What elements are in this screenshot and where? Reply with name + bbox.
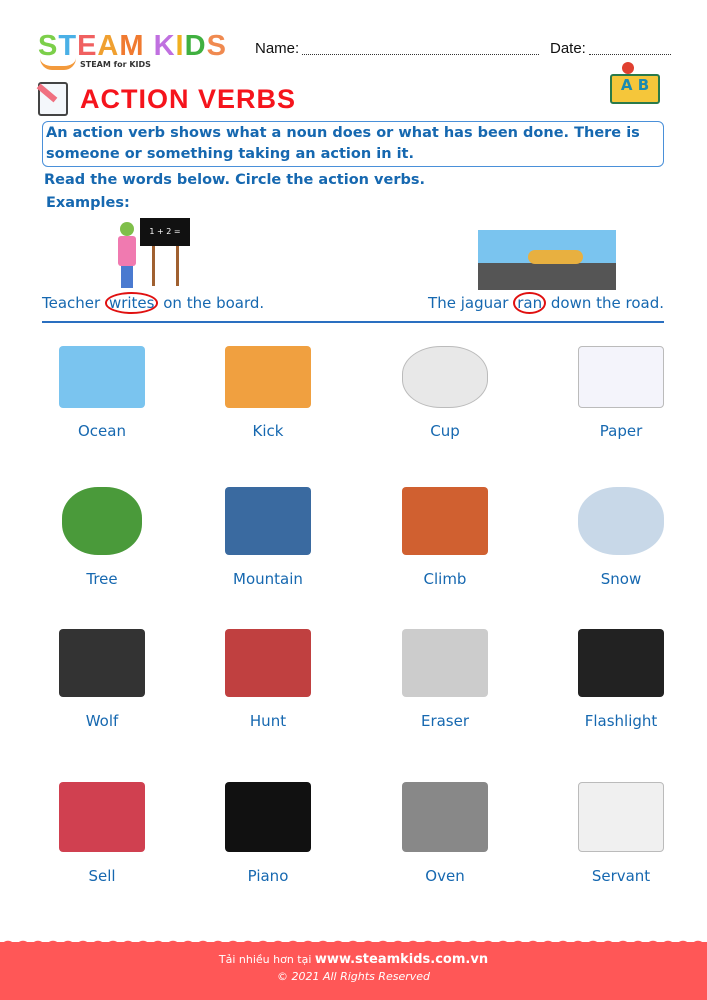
flashlight-image — [573, 620, 669, 706]
word-label[interactable]: Oven — [425, 867, 465, 885]
word-label[interactable]: Paper — [599, 422, 643, 440]
word-item-wolf[interactable] — [14, 620, 190, 730]
snow-image — [573, 478, 669, 564]
word-label[interactable]: Sell — [88, 867, 116, 885]
word-item-kick[interactable] — [180, 338, 356, 440]
servant-image — [573, 773, 669, 861]
word-label[interactable]: Kick — [252, 422, 284, 440]
word-label[interactable]: Climb — [423, 570, 467, 588]
example-sentence-1 — [42, 294, 264, 312]
word-item-cup[interactable] — [357, 338, 533, 440]
word-label[interactable]: Snow — [600, 570, 642, 588]
circled-verb: writes — [105, 292, 159, 314]
name-field[interactable] — [302, 54, 539, 55]
examples-label: Examples: — [46, 195, 130, 211]
footer-download — [0, 952, 707, 967]
sentence-text: The jaguar — [428, 294, 514, 312]
sell-image — [54, 773, 150, 861]
instruction: Read the words below. Circle the action verbs. — [44, 172, 426, 188]
tree-image — [54, 478, 150, 564]
word-label[interactable]: Eraser — [420, 712, 470, 730]
word-item-tree[interactable] — [14, 478, 190, 588]
cup-image — [397, 338, 493, 416]
oven-image — [397, 773, 493, 861]
paper-image — [573, 338, 669, 416]
kick-image — [220, 338, 316, 416]
pencil-paper-icon — [38, 82, 68, 116]
word-label[interactable]: Servant — [591, 867, 651, 885]
word-item-piano[interactable] — [180, 773, 356, 885]
word-item-hunt[interactable] — [180, 620, 356, 730]
sentence-text: on the board. — [158, 294, 265, 312]
hunt-image — [220, 620, 316, 706]
word-item-climb[interactable] — [357, 478, 533, 588]
word-label[interactable]: Cup — [430, 422, 460, 440]
footer-url[interactable]: www.steamkids.com.vn — [314, 952, 489, 967]
word-item-ocean[interactable] — [14, 338, 190, 440]
word-label[interactable]: Wolf — [85, 712, 119, 730]
footer-prefix: Tải nhiều hơn tại — [218, 953, 315, 966]
word-item-servant[interactable] — [533, 773, 707, 885]
jaguar-running-image — [478, 230, 616, 290]
name-label: Name: — [255, 40, 300, 57]
wolf-image — [54, 620, 150, 706]
word-item-mountain[interactable] — [180, 478, 356, 588]
word-label[interactable]: Mountain — [233, 570, 303, 588]
date-label: Date: — [550, 40, 586, 57]
teacher-writing-image — [112, 218, 192, 290]
footer-copyright: © 2021 All Rights Reserved — [276, 970, 430, 983]
page-title: ACTION VERBS — [80, 84, 297, 114]
footer — [0, 942, 707, 1000]
word-item-eraser[interactable] — [357, 620, 533, 730]
word-item-sell[interactable] — [14, 773, 190, 885]
word-label[interactable]: Hunt — [249, 712, 287, 730]
word-label[interactable]: Flashlight — [584, 712, 658, 730]
divider — [42, 321, 664, 323]
word-label[interactable]: Tree — [86, 570, 118, 588]
sentence-text: down the road. — [546, 294, 664, 312]
date-field[interactable] — [589, 54, 671, 55]
piano-image — [220, 773, 316, 861]
word-label[interactable]: Piano — [247, 867, 289, 885]
example-sentence-2 — [428, 294, 664, 312]
sentence-text: Teacher — [42, 294, 105, 312]
word-item-oven[interactable] — [357, 773, 533, 885]
word-item-paper[interactable] — [533, 338, 707, 440]
climb-image — [397, 478, 493, 564]
abc-book-icon: A B — [608, 62, 664, 112]
blackboard: 1 + 2 = — [140, 218, 190, 246]
ocean-image — [54, 338, 150, 416]
circled-verb: ran — [513, 292, 546, 314]
definition-box: An action verb shows what a noun does or what has been done. There is someone or something taking an action in it. — [42, 121, 664, 167]
word-label[interactable]: Ocean — [78, 422, 126, 440]
steam-kids-logo: STEAM KIDS — [38, 30, 227, 62]
eraser-image — [397, 620, 493, 706]
logo-subtitle: STEAM for KIDS — [80, 60, 151, 69]
word-item-snow[interactable] — [533, 478, 707, 588]
logo-swoosh — [40, 58, 76, 70]
mountain-image — [220, 478, 316, 564]
word-item-flashlight[interactable] — [533, 620, 707, 730]
